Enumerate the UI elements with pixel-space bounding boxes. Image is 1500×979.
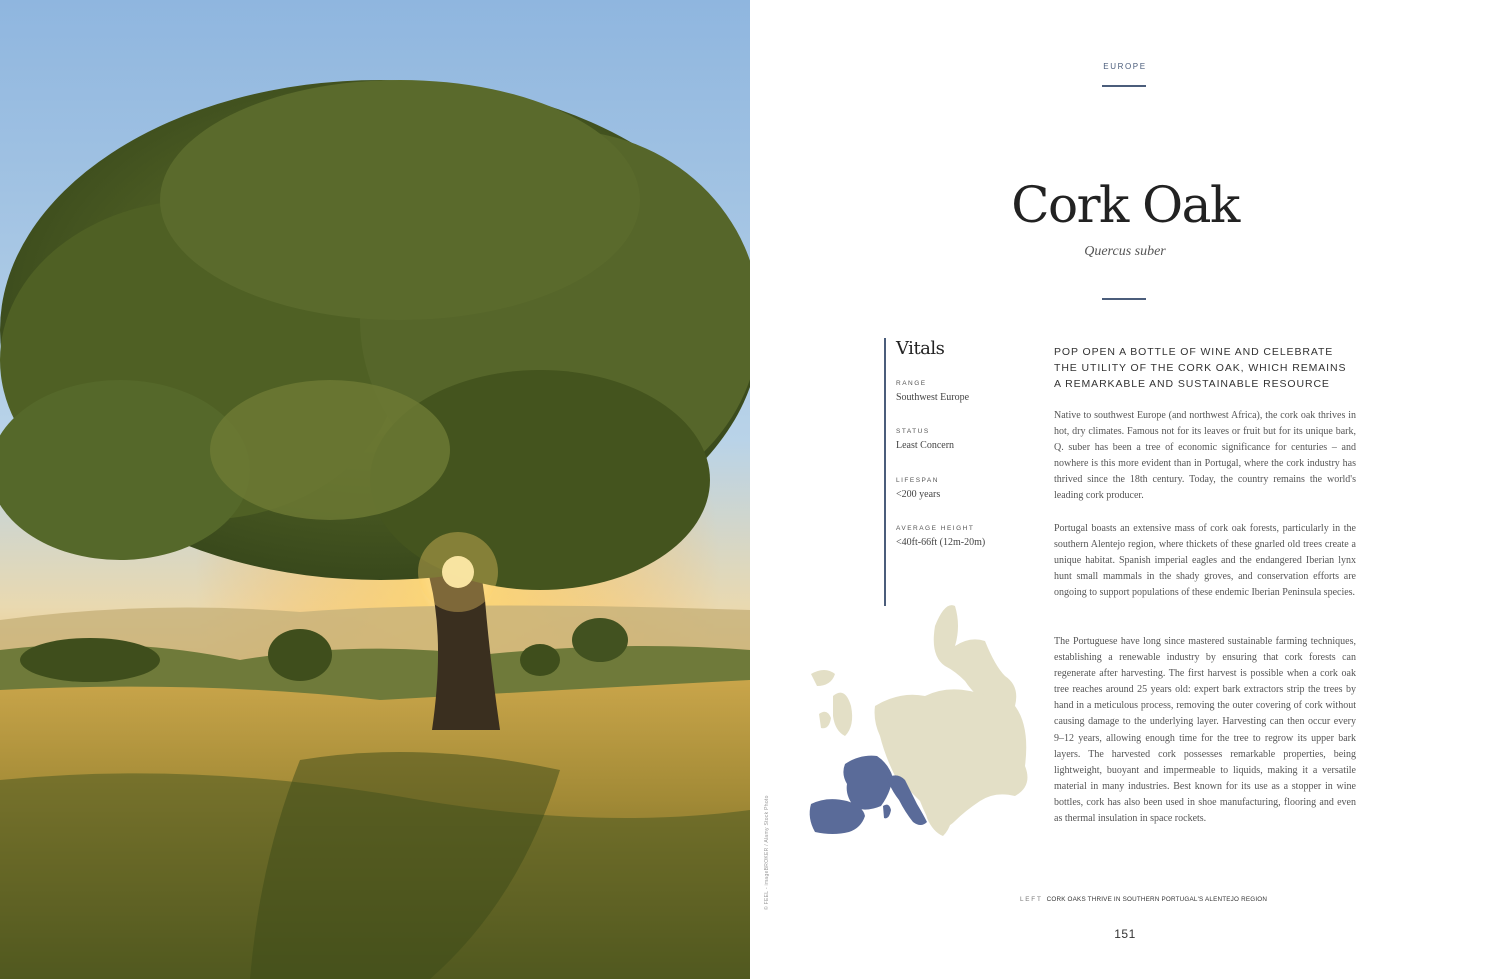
vitals-heading: Vitals [896,338,945,359]
vital-status [896,428,954,451]
body-paragraph: Native to southwest Europe (and northwest Africa), the cork oak thrives in hot, dry climates. Famous not for its leaves or fruit but for its unique bark, Q. suber has been a tree of economic significance for centuries – and nowhere is this more evident than in Portugal, where the cork industry has thrived since the 18th century. Today, the country remains the world's leading cork producer. [1054,410,1356,502]
vital-value: Southwest Europe [896,392,970,403]
photo-credit: © FEEL - imageBROKER / Alamy Stock Photo [764,795,770,910]
vital-value: <40ft-66ft (12m-20m) [896,537,986,548]
vital-label: STATUS [896,428,930,435]
vital-range [896,380,969,403]
caption-text: CORK OAKS THRIVE IN SOUTHERN PORTUGAL'S ALENTEJO REGION [1046,896,1268,903]
intro-text: POP OPEN A BOTTLE OF WINE AND CELEBRATE THE UTILITY OF THE CORK OAK, WHICH REMAINS A REMARKABLE AND SUSTAINABLE RESOURCE [1054,346,1347,390]
body-paragraph: Portugal boasts an extensive mass of cork oak forests, particularly in the southern Alentejo region, where thickets of these gnarled old trees create a unique habitat. Spanish imperial eagles and the endangered Iberian lynx hunt small mammals in the shady groves, and conservation efforts are ongoing to support populations of these endemic Iberian Peninsula species. [1054,523,1356,599]
photo-caption [1020,896,1267,903]
europe-range-map [805,596,1035,846]
page-number: 151 [1114,927,1136,941]
vital-value: <200 years [896,489,941,500]
vital-value: Least Concern [896,440,955,451]
vital-label: LIFESPAN [896,477,939,484]
body-paragraph: The Portuguese have long since mastered sustainable farming techniques, establishing a renewable industry by ensuring that cork forests can regenerate after harvesting. The first harvest is possible when a cork oak tree reaches around 25 years old: expert bark extractors strip the trees by hand in a meticulous process, removing the outer covering of cork without causing damage to the underlying layer. Harvesting can then occur every 9–12 years, allowing enough time for the tree to regrow its upper bark layers. The harvested cork possesses remarkable properties, being lightweight, buoyant and impermeable to liquids, making it a versatile material in many industries. Best known for its use as a stopper in wine bottles, cork has also been used in shoe manufacturing, flooring and even as thermal insulation in space rockets. [1054,636,1356,825]
top-divider [1102,85,1146,87]
article-page [750,0,1500,979]
vitals-panel [884,338,1026,606]
region-label: EUROPE [1103,62,1147,71]
vital-lifespan [896,477,940,500]
page-title: Cork Oak [1011,176,1239,234]
vital-label: AVERAGE HEIGHT [896,525,975,532]
vital-label: RANGE [896,380,927,387]
vital-average-height [896,525,985,548]
scientific-name: Quercus suber [1084,244,1166,259]
title-divider [1102,298,1146,300]
caption-lead: LEFT [1020,896,1043,903]
